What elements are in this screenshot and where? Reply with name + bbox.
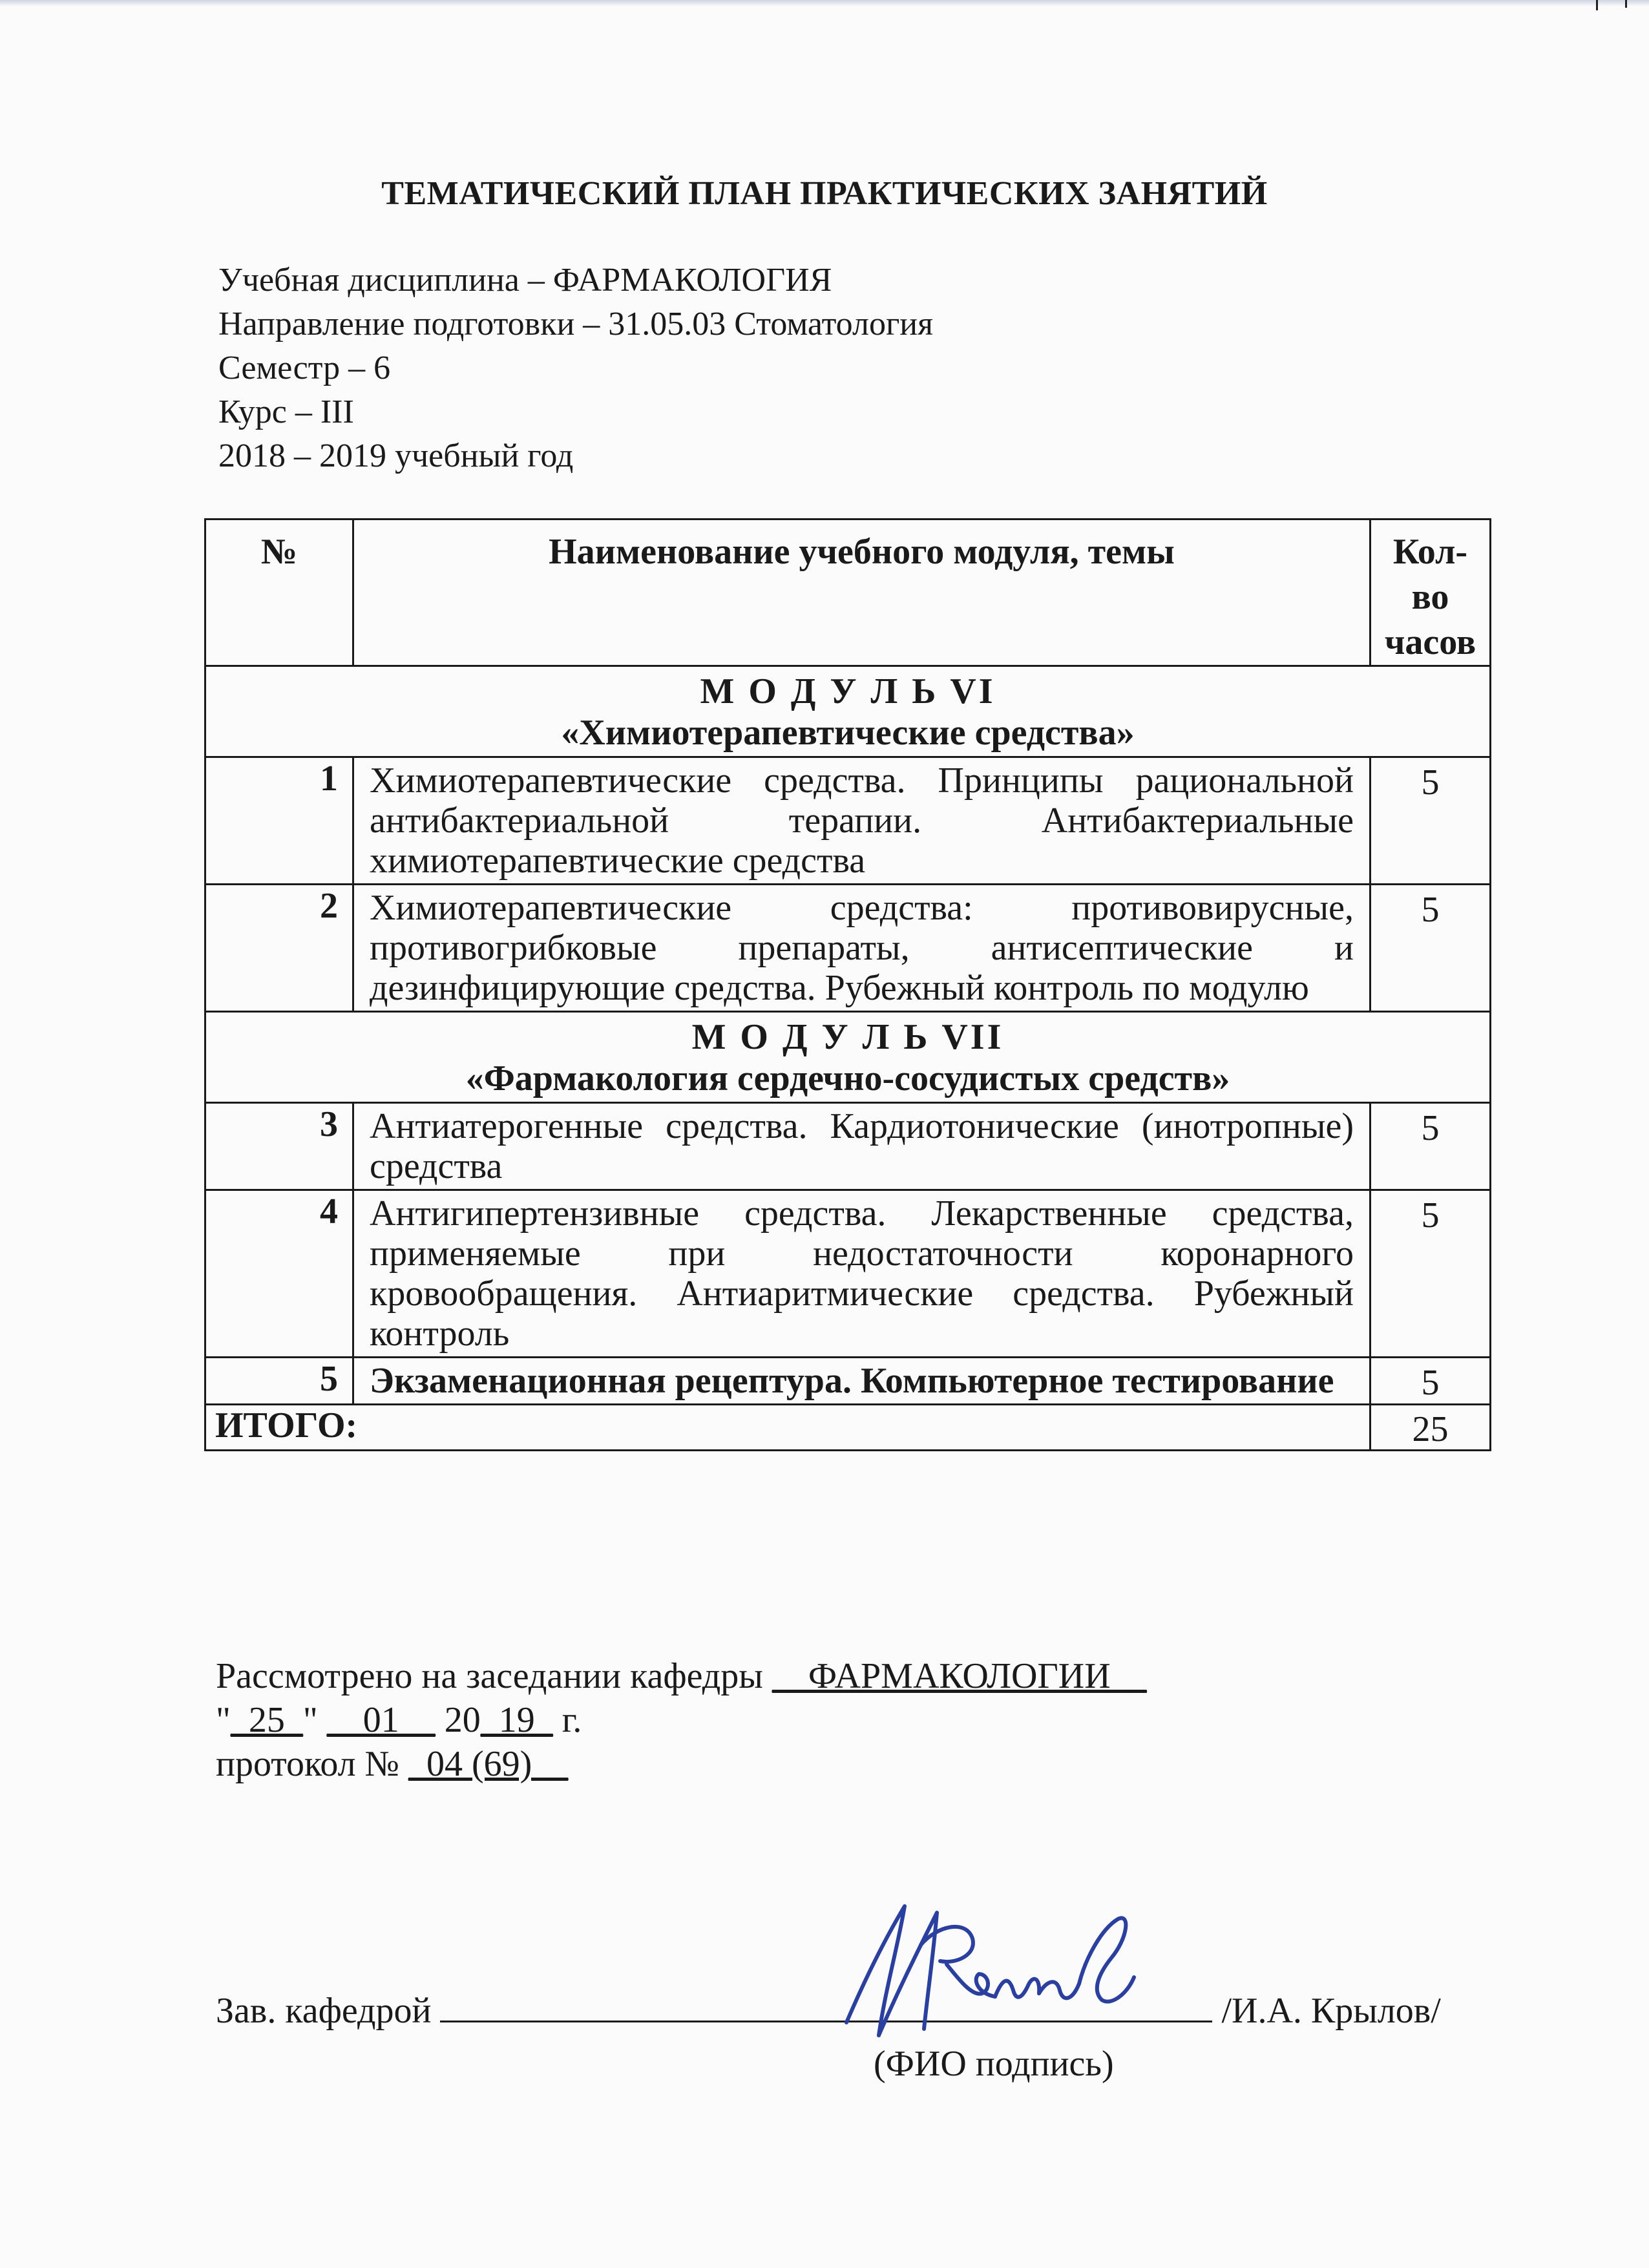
row-topic: Антигипертензивные средства. Лекарственные средства, применяемые при недостаточности коронарного кровообращения. Антиаритмические средства. Рубежный контроль bbox=[353, 1190, 1371, 1358]
department-name: __ФАРМАКОЛОГИИ__ bbox=[772, 1656, 1147, 1696]
table-row bbox=[205, 1103, 1491, 1190]
row-hours: 5 bbox=[1371, 1358, 1491, 1405]
row-number: 4 bbox=[205, 1190, 353, 1358]
row-number: 5 bbox=[205, 1358, 353, 1405]
row-topic: Экзаменационная рецептура. Компьютерное тестирование bbox=[353, 1358, 1371, 1405]
row-hours: 5 bbox=[1371, 757, 1491, 885]
protocol-number: _04 (69)__ bbox=[408, 1744, 569, 1784]
row-hours: 5 bbox=[1371, 1190, 1491, 1358]
row-hours: 5 bbox=[1371, 1103, 1491, 1190]
total-label: ИТОГО: bbox=[205, 1405, 1371, 1451]
header-topic: Наименование учебного модуля, темы bbox=[353, 520, 1371, 666]
considered-line: Рассмотрено на заседании кафедры __ФАРМАКОЛОГИИ__ bbox=[216, 1656, 1147, 1696]
chief-name: /И.А. Крылов/ bbox=[1212, 1991, 1441, 2031]
course-line: Курс – III bbox=[218, 394, 354, 430]
date-line: "_25_" __01__ 20_19_ г. bbox=[216, 1700, 582, 1740]
discipline-line: Учебная дисциплина – ФАРМАКОЛОГИЯ bbox=[218, 262, 832, 299]
date-month: __01__ bbox=[326, 1700, 436, 1740]
date-day: _25_ bbox=[230, 1700, 303, 1740]
total-row bbox=[205, 1405, 1491, 1451]
protocol-line: протокол № _04 (69)__ bbox=[216, 1744, 569, 1784]
fio-caption: (ФИО подпись) bbox=[874, 2044, 1114, 2084]
table-header-row bbox=[205, 520, 1491, 666]
row-topic: Химиотерапевтические средства: противовирусные, противогрибковые препараты, антисептические и дезинфицирующие средства. Рубежный контроль по модулю bbox=[353, 885, 1371, 1012]
module-row bbox=[205, 666, 1491, 757]
row-hours: 5 bbox=[1371, 885, 1491, 1012]
semester-line: Семестр – 6 bbox=[218, 350, 391, 386]
row-number: 3 bbox=[205, 1103, 353, 1190]
row-number: 2 bbox=[205, 885, 353, 1012]
row-topic: Антиатерогенные средства. Кардиотонические (инотропные) средства bbox=[353, 1103, 1371, 1190]
module-cell bbox=[205, 666, 1491, 757]
handwritten-signature bbox=[808, 1867, 1144, 2074]
scan-mark bbox=[1596, 0, 1598, 10]
module-title: М О Д У Л Ь VII bbox=[691, 1017, 1004, 1057]
table-row bbox=[205, 885, 1491, 1012]
plan-table bbox=[204, 518, 1491, 1451]
table-row bbox=[205, 757, 1491, 885]
module-cell bbox=[205, 1012, 1491, 1103]
module-subtitle: «Химиотерапевтические средства» bbox=[561, 713, 1135, 753]
date-year: _19_ bbox=[480, 1700, 553, 1740]
table-row bbox=[205, 1358, 1491, 1405]
total-hours: 25 bbox=[1371, 1405, 1491, 1451]
module-title: М О Д У Л Ь VI bbox=[700, 671, 996, 711]
row-topic: Химиотерапевтические средства. Принципы рациональной антибактериальной терапии. Антибактериальные химиотерапевтические средства bbox=[353, 757, 1371, 885]
year-line: 2018 – 2019 учебный год bbox=[218, 437, 574, 474]
direction-line: Направление подготовки – 31.05.03 Стоматология bbox=[218, 306, 934, 342]
table-row bbox=[205, 1190, 1491, 1358]
header-hours: Кол-во часов bbox=[1371, 520, 1491, 666]
document-title: ТЕМАТИЧЕСКИЙ ПЛАН ПРАКТИЧЕСКИХ ЗАНЯТИЙ bbox=[381, 175, 1268, 212]
module-subtitle: «Фармакология сердечно-сосудистых средств» bbox=[465, 1058, 1230, 1098]
header-number: № bbox=[205, 520, 353, 666]
approval-block bbox=[216, 1654, 1147, 1786]
row-number: 1 bbox=[205, 757, 353, 885]
scan-mark bbox=[1625, 0, 1627, 8]
scan-edge bbox=[0, 0, 1649, 6]
chief-label: Зав. кафедрой bbox=[216, 1991, 441, 2031]
document-meta bbox=[218, 258, 933, 478]
module-row bbox=[205, 1012, 1491, 1103]
